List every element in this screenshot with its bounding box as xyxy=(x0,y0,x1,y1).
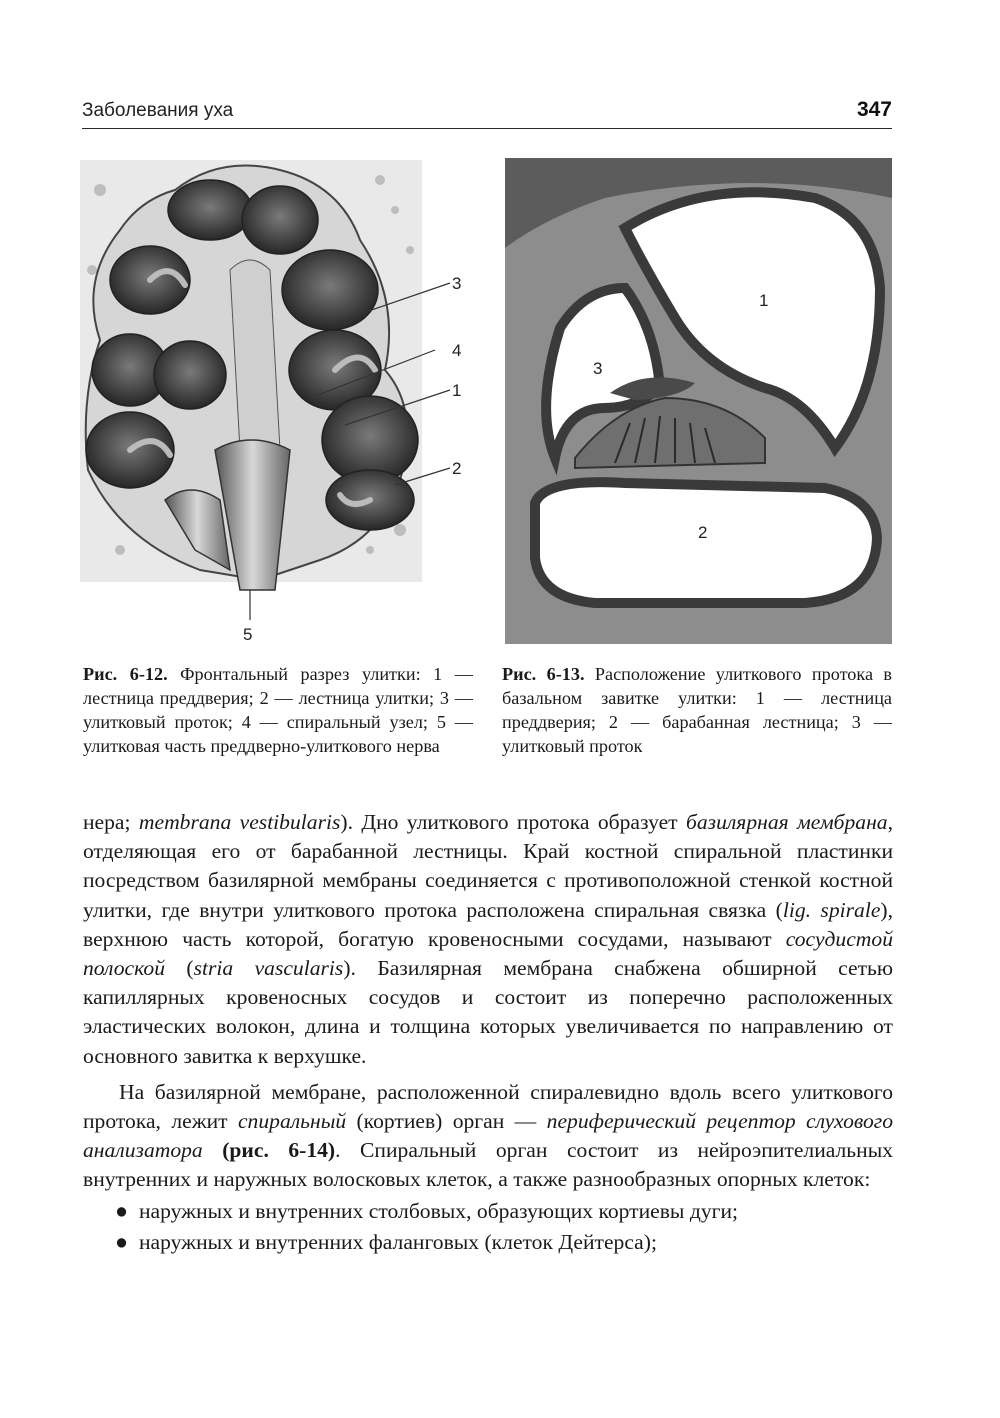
paragraph-2 xyxy=(83,1078,893,1195)
figure-6-12-cochlea-section xyxy=(80,150,480,650)
list-item xyxy=(83,1228,893,1257)
bullet-icon: ● xyxy=(115,1229,129,1254)
page-number: 347 xyxy=(856,98,892,121)
text-run: ( xyxy=(165,956,194,981)
text-run xyxy=(203,1138,223,1162)
text-run: ). Дно улиткового протока образует xyxy=(340,810,686,834)
latin-term: lig. spirale xyxy=(782,897,881,922)
text-run: нера; xyxy=(83,810,139,834)
latin-term: stria vascularis xyxy=(193,956,344,981)
list-item xyxy=(83,1197,893,1226)
list-item-text: наружных и внутренних столбовых, образующих кортиевы дуги; xyxy=(139,1198,739,1223)
fig13-label-3: 3 xyxy=(593,359,603,378)
text-run: , отделяющая его от барабанной лестницы. Край костной спиральной пластинки посредством базилярной мембраны соединяется с противоположной стенкой костной улитки, где внутри улиткового протока расположена спиральная связка ( xyxy=(83,810,893,922)
text-run: (кортиев) орган — xyxy=(346,1109,547,1134)
latin-term: membrana vestibularis xyxy=(138,810,341,834)
caption-text: Расположение улиткового протока в базальном завитке улитки: 1 — лестница преддверия; 2 — барабанная лестница; 3 — улитковый проток xyxy=(502,664,893,756)
body-text xyxy=(83,808,893,1257)
list-item-text: наружных и внутренних фаланговых (клеток Дейтерса); xyxy=(139,1229,657,1254)
fig12-label-3: 3 xyxy=(452,274,462,293)
text-run: На базилярной мембране, расположенной спиралевидно вдоль всего улиткового протока, лежит xyxy=(83,1079,893,1134)
caption-text: Фронтальный разрез улитки: 1 — лестница преддверия; 2 — лестница улитки; 3 — улитковый проток; 4 — спиральный узел; 5 — улитковая часть преддверно-улиткового нерва xyxy=(83,664,473,756)
running-header xyxy=(82,96,892,129)
fig12-label-2: 2 xyxy=(452,459,462,478)
text-run: ), верхнюю часть которой, богатую кровеносными сосудами, называют xyxy=(83,897,893,951)
caption-label: Рис. 6-13. xyxy=(502,664,585,684)
fig13-label-2: 2 xyxy=(698,523,708,542)
fig12-label-4: 4 xyxy=(452,341,462,360)
term: сосудистой полоской xyxy=(83,926,893,981)
figure-6-13-cochlear-duct xyxy=(505,158,892,644)
paragraph-1 xyxy=(83,808,893,1071)
supporting-cells-list xyxy=(83,1197,893,1257)
cochlear-duct-illustration xyxy=(505,158,892,644)
figure-reference: (рис. 6-14) xyxy=(222,1138,336,1163)
fig13-label-1: 1 xyxy=(759,291,769,310)
fig12-label-1: 1 xyxy=(452,381,462,400)
figure-6-12-caption xyxy=(83,662,473,758)
caption-label: Рис. 6-12. xyxy=(83,664,168,684)
term: спиральный xyxy=(237,1109,347,1134)
figure-6-13-caption xyxy=(502,662,892,758)
term: базилярная мембрана xyxy=(685,810,888,834)
fig12-label-5: 5 xyxy=(243,625,253,644)
chapter-title: Заболевания уха xyxy=(82,100,234,121)
text-run: ). Базилярная мембрана снабжена обширной сетью капиллярных кровеносных сосудов и состоит из поперечно расположенных эластических волокон, длина и толщина которых увеличивается по направлению от основного завитка к верхушке. xyxy=(83,956,893,1068)
term: периферический рецептор слухового анализатора xyxy=(83,1109,893,1163)
cochlea-section-illustration xyxy=(80,150,480,650)
text-run: . Спиральный орган состоит из нейроэпителиальных внутренних и наружных волосковых клеток, а также разнообразных опорных клеток: xyxy=(83,1138,894,1192)
bullet-icon: ● xyxy=(115,1198,129,1223)
